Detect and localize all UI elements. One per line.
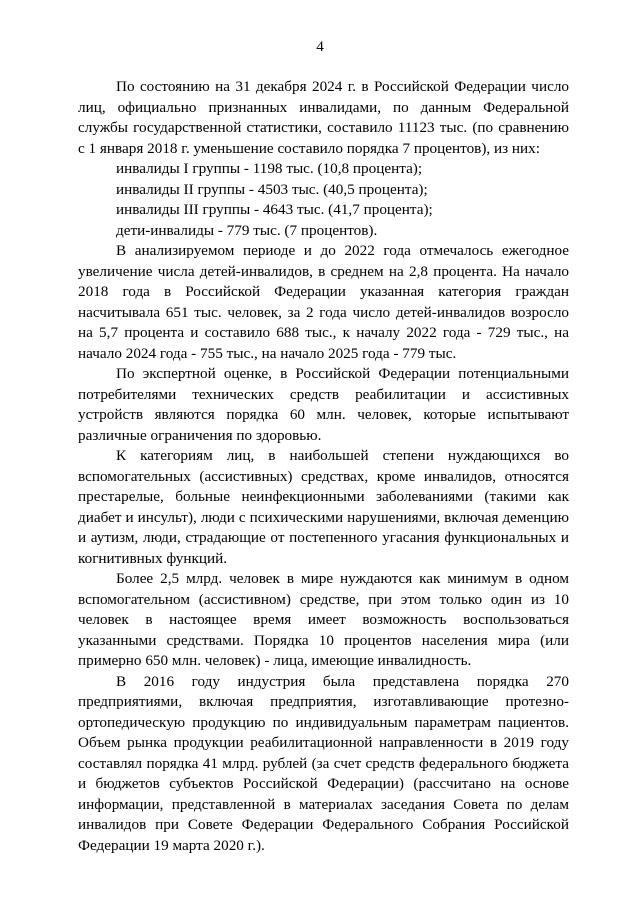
page-number: 4 [316, 38, 324, 55]
list-item-group-3: инвалиды III группы - 4643 тыс. (41,7 процента); [116, 201, 433, 218]
paragraph-world-need: Более 2,5 млрд. человек в мире нуждаются как минимум в одном вспомогательном (ассистивном) средстве, при этом только один из 10 человек в настоящее время имеет возможность воспользоваться указанными средствами. Порядка 10 процентов населения мира (или примерно 650 млн. человек) - лица, имеющие инвалидность. [78, 570, 569, 669]
list-item-group-1: инвалиды I группы - 1198 тыс. (10,8 процента); [116, 160, 423, 177]
paragraph-industry: В 2016 году индустрия была представлена порядка 270 предприятиями, включая предприятия, изготавливающие протезно-ортопедическую продукцию по индивидуальным параметрам пациентов. Объем рынка продукции реабилитационной направленности в 2019 году составлял порядка 41 млрд. рублей (за счет средств федерального бюджета и бюджетов субъектов Российской Федерации) (рассчитано на основе информации, представленной в материалах заседания Совета по делам инвалидов при Совете Федерации Федерального Собрания Российской Федерации 19 марта 2020 г.). [78, 672, 569, 854]
list-item-group-2: инвалиды II группы - 4503 тыс. (40,5 процента); [116, 180, 428, 198]
paragraph-disability-stats: По состоянию на 31 декабря 2024 г. в Российской Федерации число лиц, официально признанных инвалидами, по данным Федеральной службы государственной статистики, составило 11123 тыс. (по сравнению с 1 января 2018 г. уменьшение составило порядка 7 процентов), из них: [78, 78, 569, 157]
paragraph-categories: К категориям лиц, в наибольшей степени нуждающихся во вспомогательных (ассистивных) средствах, кроме инвалидов, относятся престарелые, больные неинфекционными заболеваниями (такими как диабет и инсульт), люди с психическими нарушениями, включая деменцию и аутизм, люди, страдающие от постепенного угасания функциональных и когнитивных функций. [78, 447, 569, 567]
paragraph-expert-estimate: По экспертной оценке, в Российской Федерации потенциальными потребителями технических средств реабилитации и ассистивных устройств являются порядка 60 млн. человек, которые испытывают различные ограничения по здоровью. [78, 365, 569, 444]
list-item-children: дети-инвалиды - 779 тыс. (7 процентов). [116, 221, 378, 239]
paragraph-children-trend: В анализируемом периоде и до 2022 года отмечалось ежегодное увеличение числа детей-инвалидов, в среднем на 2,8 процента. На начало 2018 года в Российской Федерации указанная категория граждан насчитывала 651 тыс. человек, за 2 года число детей-инвалидов возросло на 5,7 процента и составило 688 тыс., к началу 2022 года - 729 тыс., на начало 2024 года - 755 тыс., на начало 2025 года - 779 тыс. [78, 242, 569, 362]
document-body [78, 77, 569, 856]
